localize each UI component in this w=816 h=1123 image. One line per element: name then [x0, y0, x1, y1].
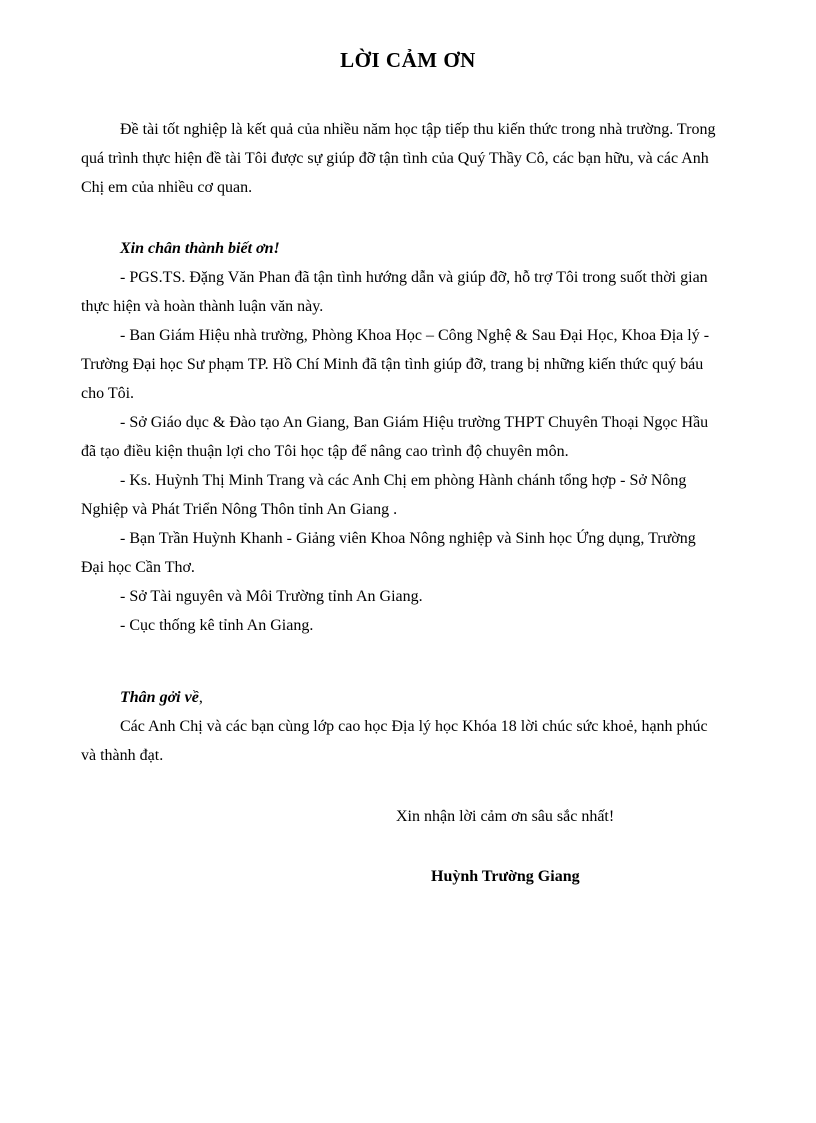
intro-line: Chị em của nhiều cơ quan.: [81, 179, 253, 196]
intro-paragraph: [81, 115, 736, 202]
closing-line: Xin nhận lời cảm ơn sâu sắc nhất!: [396, 808, 615, 825]
regards-heading-suffix: ,: [198, 689, 203, 706]
regards-heading: Thân gởi về: [120, 689, 199, 706]
thanks-line: Đại học Cần Thơ.: [81, 559, 195, 576]
thanks-line: - PGS.TS. Đặng Văn Phan đã tận tình hướng dẫn và giúp đỡ, hỗ trợ Tôi trong suốt thời gian: [120, 269, 708, 286]
thanks-line: Nghiệp và Phát Triển Nông Thôn tỉnh An Giang .: [81, 501, 398, 518]
signature-name: Huỳnh Trường Giang: [431, 868, 580, 885]
thanks-line: - Sở Giáo dục & Đào tạo An Giang, Ban Giám Hiệu trường THPT Chuyên Thoại Ngọc Hầu: [120, 414, 709, 431]
regards-section: [81, 683, 736, 770]
intro-line: quá trình thực hiện đề tài Tôi được sự giúp đỡ tận tình của Quý Thầy Cô, các bạn hữu, và các Anh: [81, 150, 709, 167]
thanks-line: - Ban Giám Hiệu nhà trường, Phòng Khoa Học – Công Nghệ & Sau Đại Học, Khoa Địa lý -: [120, 327, 710, 344]
intro-line: Đề tài tốt nghiệp là kết quả của nhiều năm học tập tiếp thu kiến thức trong nhà trường. Trong: [120, 121, 716, 138]
thanks-line: - Sở Tài nguyên và Môi Trường tỉnh An Giang.: [120, 588, 423, 605]
thanks-line: Trường Đại học Sư phạm TP. Hồ Chí Minh đã tận tình giúp đỡ, trang bị những kiến thức quý báu: [81, 356, 704, 373]
page-title: LỜI CẢM ƠN: [340, 48, 476, 72]
regards-line: Các Anh Chị và các bạn cùng lớp cao học Địa lý học Khóa 18 lời chúc sức khoẻ, hạnh phúc: [120, 718, 708, 735]
thanks-heading: Xin chân thành biết ơn!: [120, 240, 280, 257]
thanks-line: đã tạo điều kiện thuận lợi cho Tôi học tập để nâng cao trình độ chuyên môn.: [81, 443, 569, 460]
regards-line: và thành đạt.: [81, 747, 164, 764]
thanks-line: thực hiện và hoàn thành luận văn này.: [81, 298, 324, 315]
thanks-line: - Bạn Trần Huỳnh Khanh - Giảng viên Khoa Nông nghiệp và Sinh học Ứng dụng, Trường: [120, 530, 696, 547]
thanks-line: cho Tôi.: [81, 385, 135, 402]
thanks-line: - Ks. Huỳnh Thị Minh Trang và các Anh Chị em phòng Hành chánh tổng hợp - Sở Nông: [120, 472, 687, 489]
regards-heading-line: [81, 683, 736, 712]
thanks-section: [81, 234, 736, 640]
thanks-line: - Cục thống kê tỉnh An Giang.: [120, 617, 314, 634]
